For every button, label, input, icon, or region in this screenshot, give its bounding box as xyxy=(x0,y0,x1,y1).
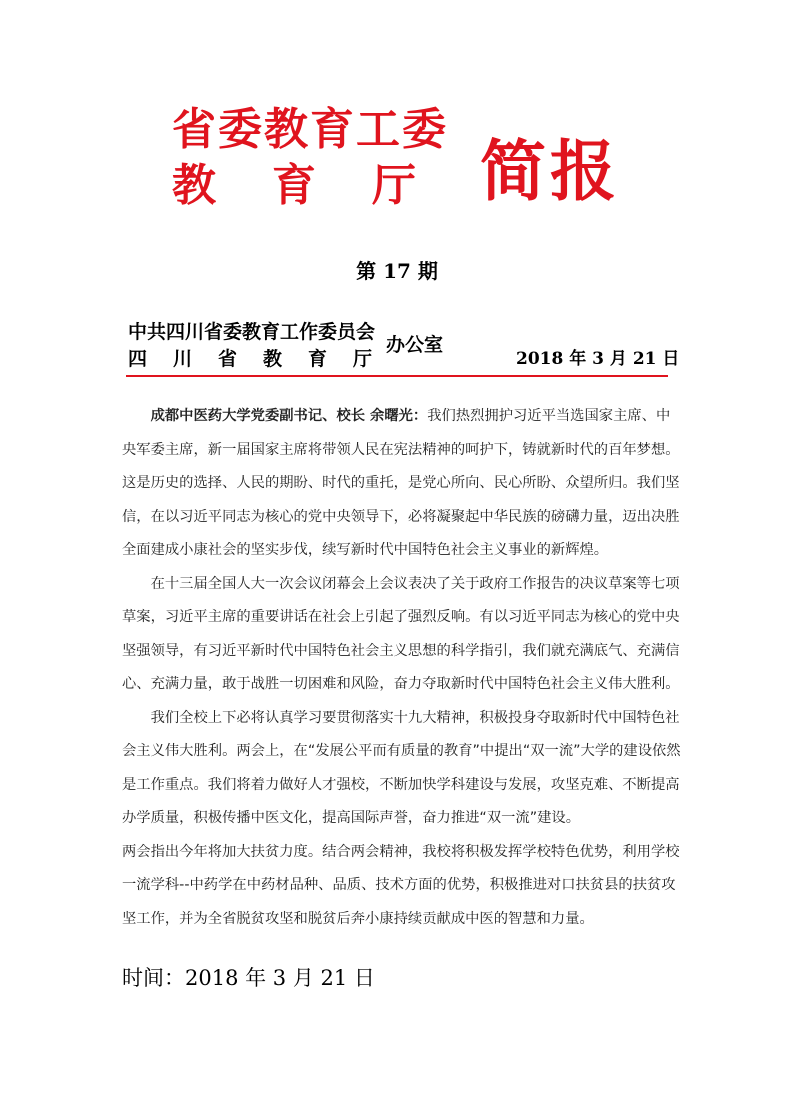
masthead-org-char: 厅 xyxy=(372,160,416,211)
header-divider xyxy=(126,375,668,377)
masthead-org-char: 教 xyxy=(172,160,216,211)
issuer-char: 四 xyxy=(128,348,148,370)
issuer-office: 办公室 xyxy=(386,334,444,356)
masthead-brief-title: 简报 xyxy=(480,132,620,210)
paragraph: 我们全校上下必将认真学习要贯彻落实十九大精神，积极投身夺取新时代中国特色社会主义伟大胜利。两会上，在“发展公平而有质量的教育”中提出“双一流”大学的建设依然是工作重点。我们将着力做好人才强校，不断加快学科建设与发展，攻坚克难、不断提高办学质量，积极传播中医文化，提高国际声誉，奋力推进“双一流”建设。 xyxy=(122,709,681,826)
paragraph: 两会指出今年将加大扶贫力度。结合两会精神，我校将积极发挥学校特色优势，利用学校一流学科--中药学在中药材品种、品质、技术方面的优势，积极推进对口扶贫县的扶贫攻坚工作，并为全省脱贫攻坚和脱贫后奔小康持续贡献成中医的智慧和力量。 xyxy=(122,843,680,927)
speaker-name: 成都中医药大学党委副书记、校长 余曙光： xyxy=(150,408,428,424)
issuer-char: 川 xyxy=(173,348,193,370)
issuer-line1: 中共四川省委教育工作委员会 xyxy=(128,321,376,343)
issuer-line2 xyxy=(128,344,372,371)
issuer-char: 省 xyxy=(218,348,238,370)
paragraph: 在十三届全国人大一次会议闭幕会上会议表决了关于政府工作报告的决议草案等七项草案，习近平主席的重要讲话在社会上引起了强烈反响。有以习近平同志为核心的党中央坚强领导，有习近平新时代中国特色社会主义思想的科学指引，我们就充满底气、充满信心、充满力量，敢于战胜一切困难和风险，奋力夺取新时代中国特色社会主义伟大胜利。 xyxy=(122,575,680,692)
issuer-char: 育 xyxy=(308,348,328,370)
paragraph-text: 我们热烈拥护习近平当选国家主席、中央军委主席，新一届国家主席将带领人民在宪法精神的呵护下，铸就新时代的百年梦想。这是历史的选择、人民的期盼、时代的重托，是党心所向、民心所盼、众望所归。我们坚信，在以习近平同志为核心的党中央领导下，必将凝聚起中华民族的磅礴力量，迈出决胜全面建成小康社会的坚实步伐，续写新时代中国特色社会主义事业的新辉煌。 xyxy=(122,408,680,558)
masthead-org-char: 育 xyxy=(272,160,316,211)
issuer-char: 教 xyxy=(263,348,283,370)
paragraph xyxy=(122,400,682,568)
article-body xyxy=(122,400,682,936)
masthead-org-line2 xyxy=(172,159,462,213)
issue-date: 2018 年 3 月 21 日 xyxy=(516,349,680,369)
masthead-org-line1: 省委教育工委 xyxy=(172,104,448,155)
footer-time: 时间：2018 年 3 月 21 日 xyxy=(122,966,375,990)
masthead-organization xyxy=(172,105,462,213)
issuer-char: 厅 xyxy=(353,348,373,370)
issue-number: 第 17 期 xyxy=(356,259,438,283)
